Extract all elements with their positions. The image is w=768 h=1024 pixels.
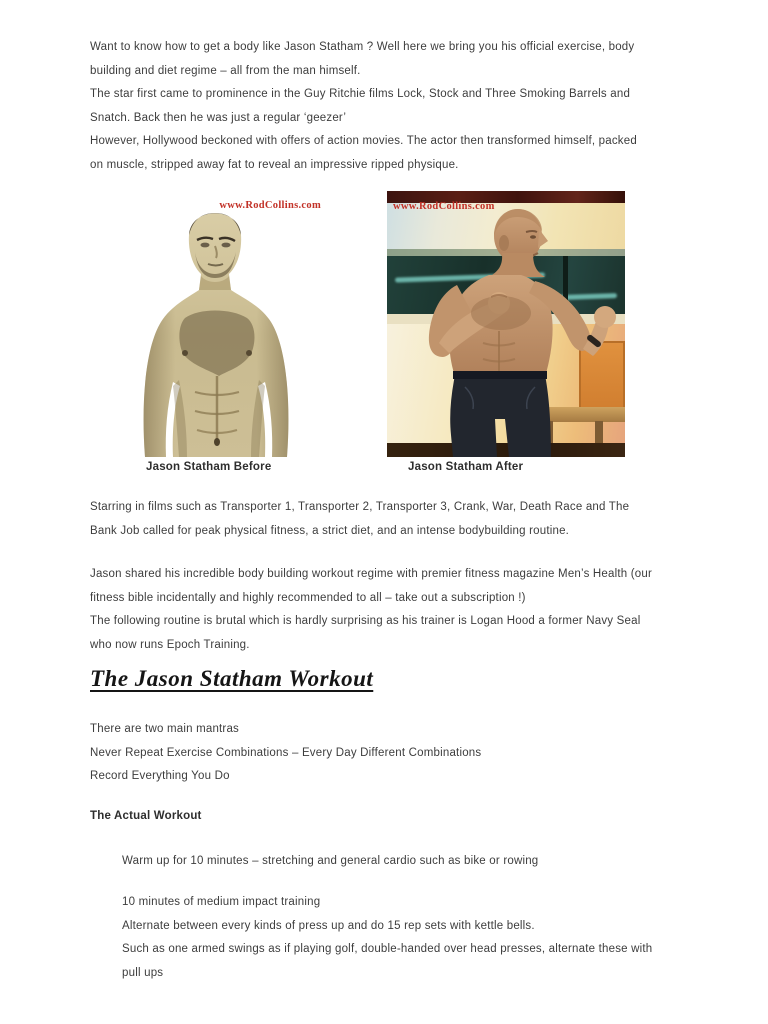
after-watermark: www.RodCollins.com (393, 201, 495, 212)
statham-after-figure (387, 191, 625, 457)
after-caption: Jason Statham After (408, 461, 524, 473)
intro-line: However, Hollywood beckoned with offers of action movies. The actor then transformed himself, packed (90, 135, 637, 147)
films-paragraph (90, 496, 629, 543)
intro-paragraph (90, 36, 637, 177)
workout-line: 10 minutes of medium impact training (122, 896, 321, 908)
intro-line: on muscle, stripped away fat to reveal an impressive ripped physique. (90, 158, 459, 171)
before-photo (115, 190, 323, 457)
statham-before-figure (115, 190, 323, 457)
intro-line: Want to know how to get a body like Jason Statham ? Well here we bring you his official exercise, body (90, 41, 635, 53)
before-watermark: www.RodCollins.com (219, 200, 321, 211)
magazine-line: Jason shared his incredible body building workout regime with premier fitness magazine Men’s Health (our (90, 568, 652, 580)
intro-line: Snatch. Back then he was just a regular ‘geezer’ (90, 111, 347, 124)
magazine-paragraph (90, 563, 652, 657)
workout-paragraph (122, 891, 652, 985)
magazine-line: The following routine is brutal which is hardly surprising as his trainer is Logan Hood a former Navy Seal (90, 615, 641, 627)
films-line: Bank Job called for peak physical fitness, a strict diet, and an intense bodybuilding routine. (90, 524, 570, 537)
workout-heading: The Jason Statham Workout (90, 666, 374, 691)
actual-workout-subheading: The Actual Workout (90, 810, 202, 822)
intro-line: building and diet regime – all from the man himself. (90, 64, 361, 77)
workout-line: Alternate between every kinds of press up and do 15 rep sets with kettle bells. (122, 919, 535, 932)
warmup-paragraph (122, 850, 538, 874)
workout-line: pull ups (122, 966, 164, 979)
magazine-line: fitness bible incidentally and highly recommended to all – take out a subscription !) (90, 591, 526, 604)
magazine-line: who now runs Epoch Training. (90, 638, 250, 651)
warmup-line: Warm up for 10 minutes – stretching and general cardio such as bike or rowing (122, 855, 539, 867)
films-line: Starring in films such as Transporter 1, Transporter 2, Transporter 3, Crank, War, Death Race and The (90, 501, 630, 513)
mantra-line: Never Repeat Exercise Combinations – Every Day Different Combinations (90, 746, 482, 759)
mantra-line: There are two main mantras (90, 723, 240, 735)
before-caption: Jason Statham Before (146, 461, 272, 473)
mantras-paragraph (90, 718, 481, 789)
intro-line: The star first came to prominence in the Guy Ritchie films Lock, Stock and Three Smoking Barrels and (90, 88, 631, 100)
workout-line: Such as one armed swings as if playing golf, double-handed over head presses, alternate these with (122, 943, 653, 955)
mantra-line: Record Everything You Do (90, 770, 230, 782)
after-photo (387, 191, 625, 457)
